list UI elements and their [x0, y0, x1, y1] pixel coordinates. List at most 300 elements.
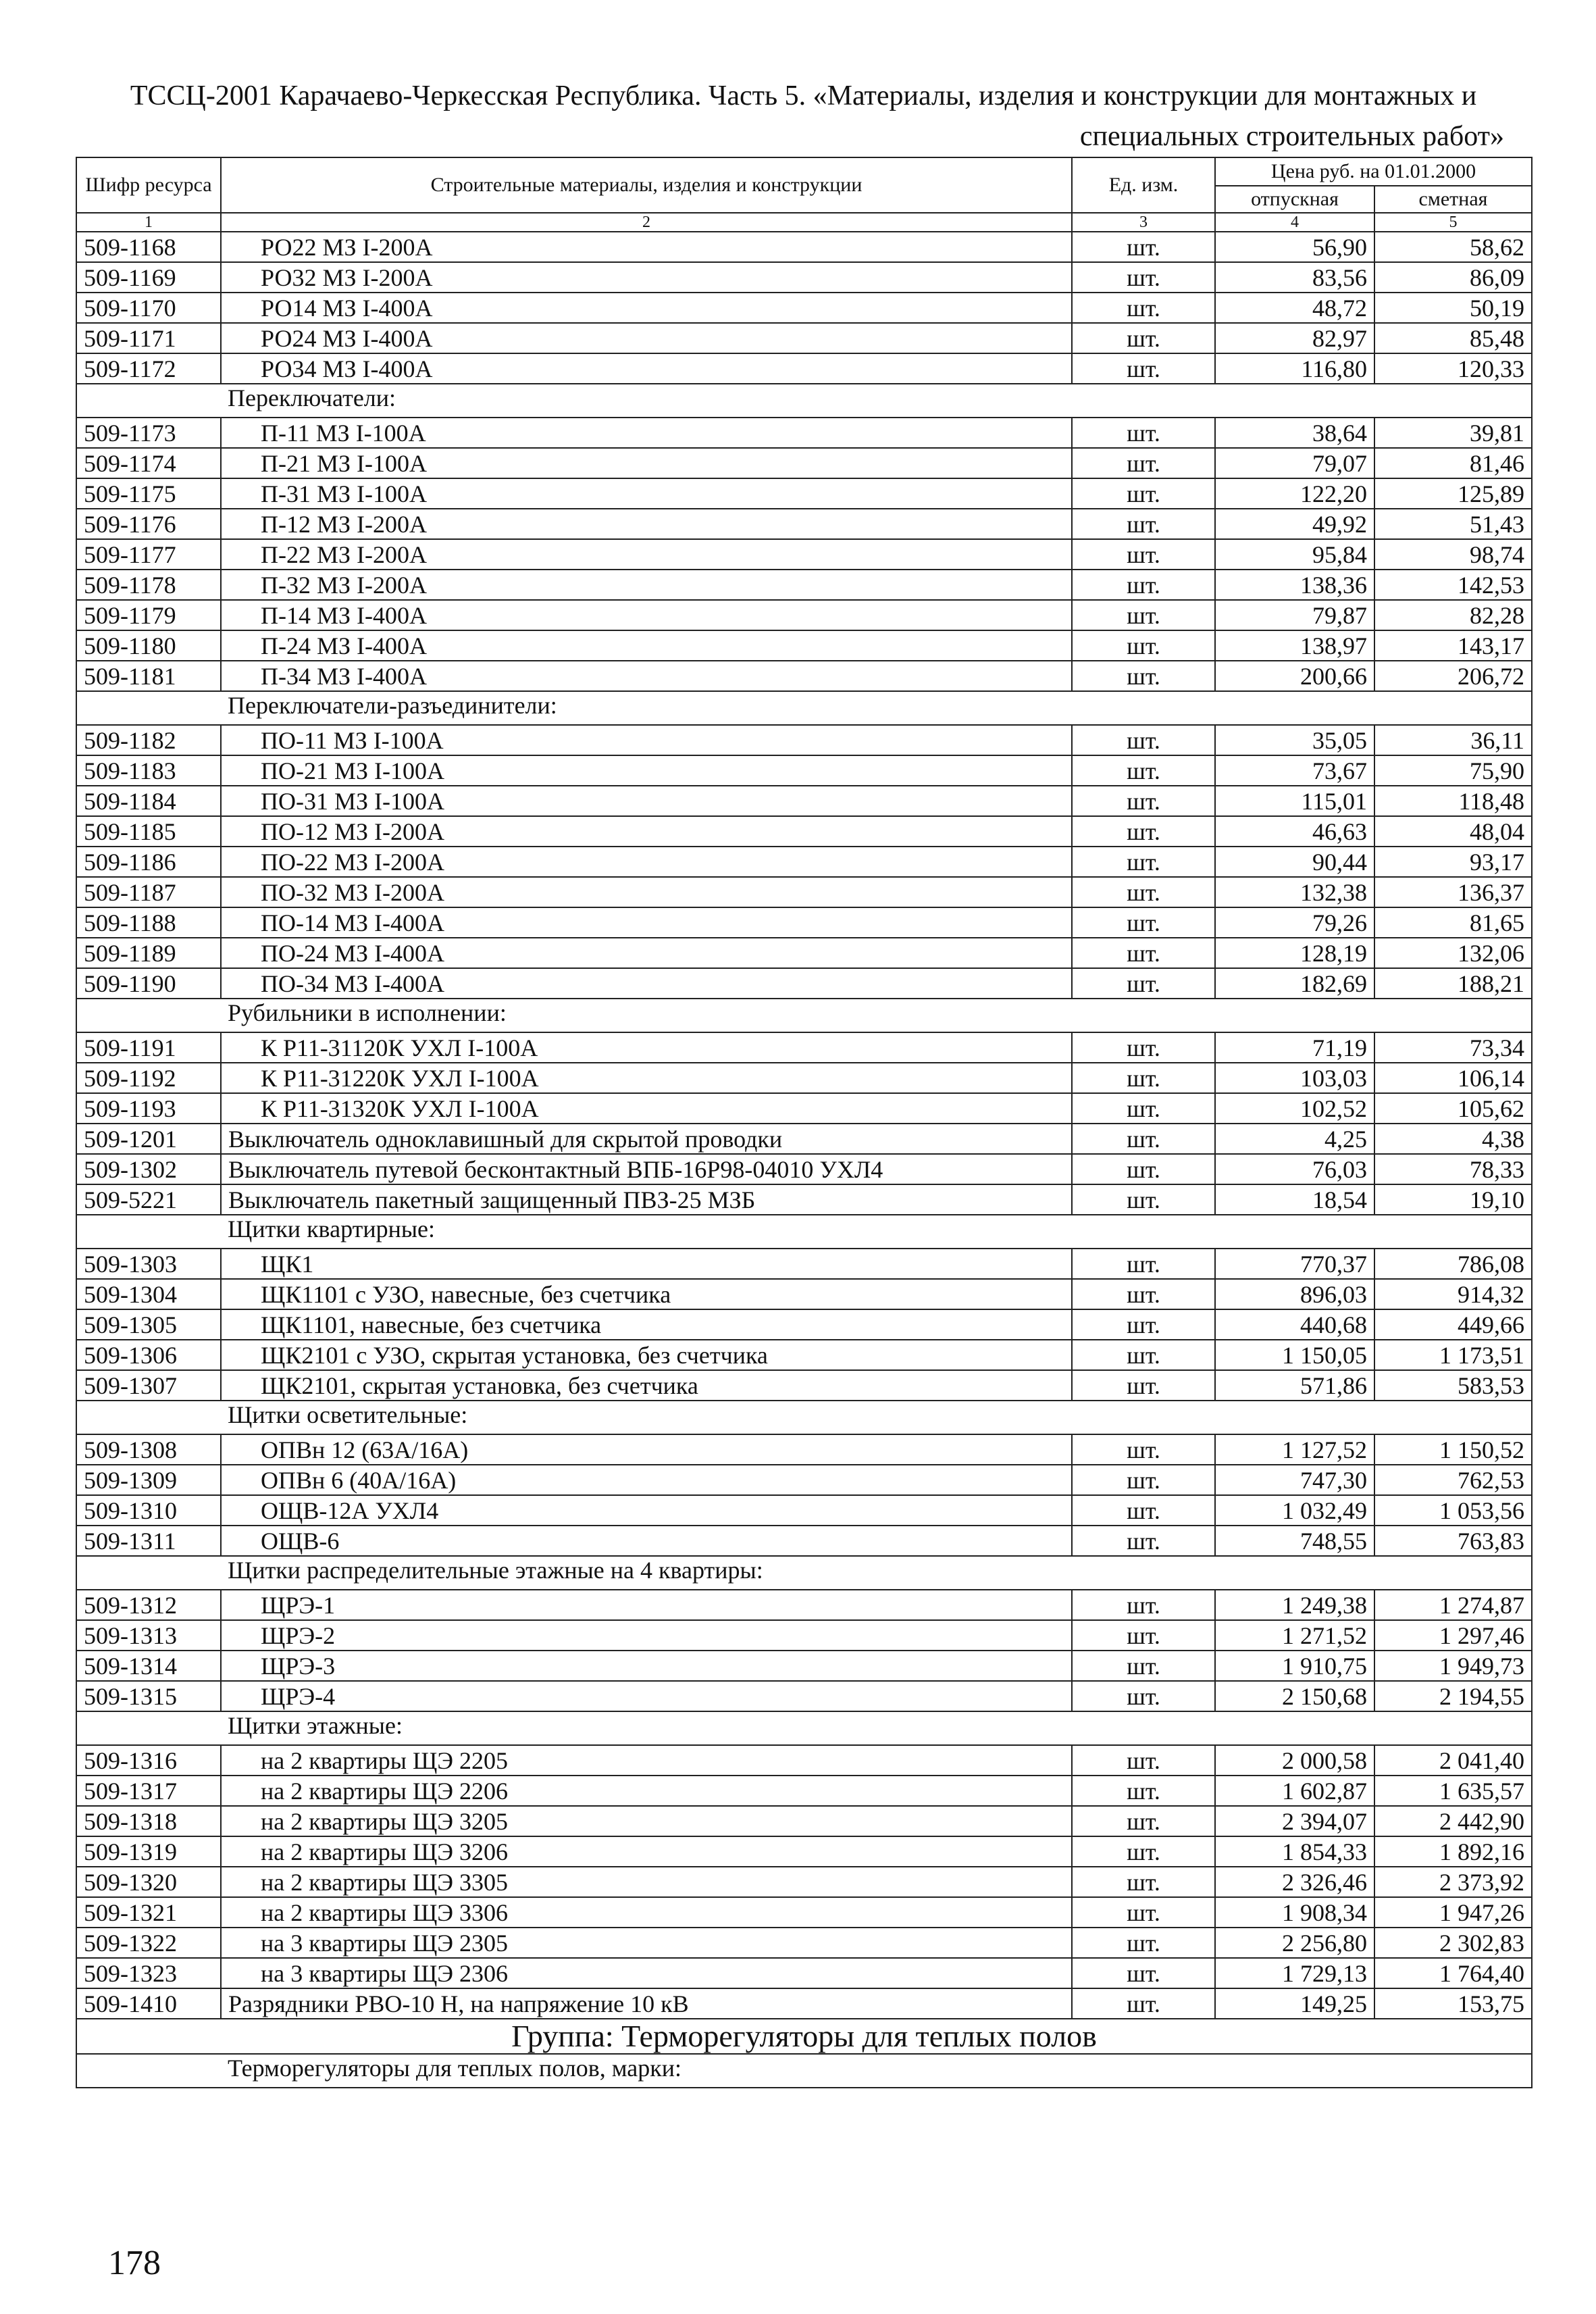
estimate-price-cell: 125,89 — [1374, 478, 1532, 509]
table-row — [76, 1897, 1532, 1928]
material-name-cell: ПО-12 МЗ I-200А — [221, 816, 1072, 847]
unit-cell: шт. — [1072, 1370, 1215, 1401]
resource-code-cell: 509-1188 — [76, 907, 221, 938]
unit-cell: шт. — [1072, 1988, 1215, 2019]
estimate-price-cell: 762,53 — [1374, 1465, 1532, 1495]
estimate-price-cell: 132,06 — [1374, 938, 1532, 968]
estimate-price-cell: 143,17 — [1374, 630, 1532, 661]
resource-code-cell: 509-1189 — [76, 938, 221, 968]
table-row — [76, 1093, 1532, 1124]
col-header-price-group: Цена руб. на 01.01.2000 — [1215, 157, 1532, 186]
material-name-cell: РО32 МЗ I-200А — [221, 262, 1072, 293]
material-name-cell: ПО-34 МЗ I-400А — [221, 968, 1072, 999]
col-number-5: 5 — [1374, 213, 1532, 232]
section-blank-cell — [76, 999, 221, 1032]
release-price-cell: 79,87 — [1215, 600, 1374, 630]
material-name-cell: ОПВн 12 (63А/16А) — [221, 1434, 1072, 1465]
estimate-price-cell: 106,14 — [1374, 1063, 1532, 1093]
section-row — [76, 2054, 1532, 2088]
section-blank-cell — [76, 1401, 221, 1434]
table-row — [76, 1063, 1532, 1093]
material-name-cell: П-12 МЗ I-200А — [221, 509, 1072, 539]
section-row — [76, 691, 1532, 725]
table-row — [76, 968, 1532, 999]
table-row — [76, 1958, 1532, 1988]
release-price-cell: 122,20 — [1215, 478, 1374, 509]
table-row — [76, 1526, 1532, 1556]
unit-cell: шт. — [1072, 1651, 1215, 1681]
material-name-cell: ПО-32 МЗ I-200А — [221, 877, 1072, 907]
material-name-cell: ЩК1101 с УЗО, навесные, без счетчика — [221, 1279, 1072, 1309]
col-header-price-out: отпускная — [1215, 186, 1374, 213]
material-name-cell: на 2 квартиры ЩЭ 3206 — [221, 1836, 1072, 1867]
release-price-cell: 1 910,75 — [1215, 1651, 1374, 1681]
table-row — [76, 353, 1532, 384]
resource-code-cell: 509-1180 — [76, 630, 221, 661]
resource-code-cell: 509-1178 — [76, 570, 221, 600]
material-name-cell: РО34 МЗ I-400А — [221, 353, 1072, 384]
section-row — [76, 1711, 1532, 1745]
material-name-cell: Разрядники РВО-10 Н, на напряжение 10 кВ — [221, 1988, 1072, 2019]
unit-cell: шт. — [1072, 938, 1215, 968]
resource-code-cell: 509-1190 — [76, 968, 221, 999]
table-row — [76, 600, 1532, 630]
section-label: Щитки этажные: — [221, 1711, 1532, 1745]
page-number: 178 — [108, 2244, 161, 2282]
unit-cell: шт. — [1072, 786, 1215, 816]
resource-code-cell: 509-1183 — [76, 755, 221, 786]
material-name-cell: П-34 МЗ I-400А — [221, 661, 1072, 691]
table-row — [76, 816, 1532, 847]
release-price-cell: 38,64 — [1215, 418, 1374, 448]
release-price-cell: 2 256,80 — [1215, 1928, 1374, 1958]
material-name-cell: К Р11-31120К УХЛ I-100А — [221, 1032, 1072, 1063]
resource-code-cell: 509-1319 — [76, 1836, 221, 1867]
unit-cell: шт. — [1072, 725, 1215, 755]
release-price-cell: 440,68 — [1215, 1309, 1374, 1340]
unit-cell: шт. — [1072, 1806, 1215, 1836]
unit-cell: шт. — [1072, 877, 1215, 907]
estimate-price-cell: 58,62 — [1374, 232, 1532, 262]
estimate-price-cell: 449,66 — [1374, 1309, 1532, 1340]
material-name-cell: ЩРЭ-2 — [221, 1620, 1072, 1651]
resource-code-cell: 509-1179 — [76, 600, 221, 630]
material-name-cell: ПО-14 МЗ I-400А — [221, 907, 1072, 938]
col-number-4: 4 — [1215, 213, 1374, 232]
release-price-cell: 182,69 — [1215, 968, 1374, 999]
table-row — [76, 1745, 1532, 1776]
section-label: Переключатели-разъединители: — [221, 691, 1532, 725]
estimate-price-cell: 1 635,57 — [1374, 1776, 1532, 1806]
section-blank-cell — [76, 1711, 221, 1745]
release-price-cell: 128,19 — [1215, 938, 1374, 968]
estimate-price-cell: 583,53 — [1374, 1370, 1532, 1401]
estimate-price-cell: 86,09 — [1374, 262, 1532, 293]
table-header — [76, 157, 1532, 232]
unit-cell: шт. — [1072, 847, 1215, 877]
unit-cell: шт. — [1072, 1958, 1215, 1988]
section-blank-cell — [76, 1215, 221, 1249]
unit-cell: шт. — [1072, 1776, 1215, 1806]
section-blank-cell — [76, 2054, 221, 2088]
price-table — [76, 157, 1533, 2088]
unit-cell: шт. — [1072, 1309, 1215, 1340]
table-row — [76, 1032, 1532, 1063]
table-row — [76, 448, 1532, 478]
unit-cell: шт. — [1072, 1867, 1215, 1897]
estimate-price-cell: 2 041,40 — [1374, 1745, 1532, 1776]
estimate-price-cell: 98,74 — [1374, 539, 1532, 570]
table-row — [76, 418, 1532, 448]
resource-code-cell: 509-1304 — [76, 1279, 221, 1309]
unit-cell: шт. — [1072, 418, 1215, 448]
release-price-cell: 571,86 — [1215, 1370, 1374, 1401]
unit-cell: шт. — [1072, 968, 1215, 999]
estimate-price-cell: 188,21 — [1374, 968, 1532, 999]
material-name-cell: ПО-31 МЗ I-100А — [221, 786, 1072, 816]
estimate-price-cell: 36,11 — [1374, 725, 1532, 755]
header-line-2: специальных строительных работ» — [1079, 121, 1504, 152]
page-header — [76, 76, 1531, 157]
table-row — [76, 1590, 1532, 1620]
release-price-cell: 138,97 — [1215, 630, 1374, 661]
release-price-cell: 18,54 — [1215, 1184, 1374, 1215]
resource-code-cell: 509-1176 — [76, 509, 221, 539]
unit-cell: шт. — [1072, 816, 1215, 847]
material-name-cell: на 3 квартиры ЩЭ 2306 — [221, 1958, 1072, 1988]
estimate-price-cell: 2 373,92 — [1374, 1867, 1532, 1897]
table-row — [76, 1806, 1532, 1836]
unit-cell: шт. — [1072, 1249, 1215, 1279]
table-row — [76, 1309, 1532, 1340]
estimate-price-cell: 78,33 — [1374, 1154, 1532, 1184]
release-price-cell: 1 271,52 — [1215, 1620, 1374, 1651]
unit-cell: шт. — [1072, 1745, 1215, 1776]
unit-cell: шт. — [1072, 262, 1215, 293]
material-name-cell: на 2 квартиры ЩЭ 3305 — [221, 1867, 1072, 1897]
resource-code-cell: 509-1318 — [76, 1806, 221, 1836]
release-price-cell: 132,38 — [1215, 877, 1374, 907]
material-name-cell: Выключатель путевой бесконтактный ВПБ-16Р98-04010 УХЛ4 — [221, 1154, 1072, 1184]
table-row — [76, 1184, 1532, 1215]
estimate-price-cell: 136,37 — [1374, 877, 1532, 907]
resource-code-cell: 509-1201 — [76, 1124, 221, 1154]
resource-code-cell: 509-1193 — [76, 1093, 221, 1124]
estimate-price-cell: 51,43 — [1374, 509, 1532, 539]
table-row — [76, 755, 1532, 786]
table-row — [76, 847, 1532, 877]
resource-code-cell: 509-1305 — [76, 1309, 221, 1340]
unit-cell: шт. — [1072, 1526, 1215, 1556]
material-name-cell: П-21 МЗ I-100А — [221, 448, 1072, 478]
table-row — [76, 1620, 1532, 1651]
table-row — [76, 262, 1532, 293]
material-name-cell: РО24 МЗ I-400А — [221, 323, 1072, 353]
release-price-cell: 2 000,58 — [1215, 1745, 1374, 1776]
release-price-cell: 115,01 — [1215, 786, 1374, 816]
resource-code-cell: 509-1171 — [76, 323, 221, 353]
material-name-cell: ЩК1101, навесные, без счетчика — [221, 1309, 1072, 1340]
material-name-cell: ЩРЭ-1 — [221, 1590, 1072, 1620]
resource-code-cell: 509-1306 — [76, 1340, 221, 1370]
table-row — [76, 1465, 1532, 1495]
resource-code-cell: 509-1317 — [76, 1776, 221, 1806]
unit-cell: шт. — [1072, 1340, 1215, 1370]
unit-cell: шт. — [1072, 539, 1215, 570]
release-price-cell: 4,25 — [1215, 1124, 1374, 1154]
estimate-price-cell: 142,53 — [1374, 570, 1532, 600]
unit-cell: шт. — [1072, 570, 1215, 600]
section-blank-cell — [76, 691, 221, 725]
unit-cell: шт. — [1072, 1897, 1215, 1928]
material-name-cell: на 3 квартиры ЩЭ 2305 — [221, 1928, 1072, 1958]
release-price-cell: 103,03 — [1215, 1063, 1374, 1093]
release-price-cell: 82,97 — [1215, 323, 1374, 353]
table-row — [76, 877, 1532, 907]
material-name-cell: П-24 МЗ I-400А — [221, 630, 1072, 661]
estimate-price-cell: 2 442,90 — [1374, 1806, 1532, 1836]
estimate-price-cell: 85,48 — [1374, 323, 1532, 353]
release-price-cell: 200,66 — [1215, 661, 1374, 691]
material-name-cell: ПО-21 МЗ I-100А — [221, 755, 1072, 786]
unit-cell: шт. — [1072, 1836, 1215, 1867]
estimate-price-cell: 118,48 — [1374, 786, 1532, 816]
unit-cell: шт. — [1072, 1124, 1215, 1154]
release-price-cell: 770,37 — [1215, 1249, 1374, 1279]
release-price-cell: 1 908,34 — [1215, 1897, 1374, 1928]
table-row — [76, 630, 1532, 661]
material-name-cell: ПО-24 МЗ I-400А — [221, 938, 1072, 968]
resource-code-cell: 509-1173 — [76, 418, 221, 448]
estimate-price-cell: 93,17 — [1374, 847, 1532, 877]
section-row — [76, 1215, 1532, 1249]
estimate-price-cell: 914,32 — [1374, 1279, 1532, 1309]
resource-code-cell: 509-1177 — [76, 539, 221, 570]
estimate-price-cell: 2 302,83 — [1374, 1928, 1532, 1958]
material-name-cell: П-11 МЗ I-100А — [221, 418, 1072, 448]
col-number-2: 2 — [221, 213, 1072, 232]
estimate-price-cell: 1 053,56 — [1374, 1495, 1532, 1526]
table-row — [76, 1651, 1532, 1681]
resource-code-cell: 509-1172 — [76, 353, 221, 384]
estimate-price-cell: 81,46 — [1374, 448, 1532, 478]
resource-code-cell: 509-1303 — [76, 1249, 221, 1279]
estimate-price-cell: 75,90 — [1374, 755, 1532, 786]
release-price-cell: 56,90 — [1215, 232, 1374, 262]
estimate-price-cell: 1 274,87 — [1374, 1590, 1532, 1620]
header-line-1: ТССЦ-2001 Карачаево-Черкесская Республика. Часть 5. «Материалы, изделия и конструкции для монтажных и — [130, 80, 1477, 111]
estimate-price-cell: 1 947,26 — [1374, 1897, 1532, 1928]
resource-code-cell: 509-1314 — [76, 1651, 221, 1681]
material-name-cell: Выключатель одноклавишный для скрытой проводки — [221, 1124, 1072, 1154]
estimate-price-cell: 786,08 — [1374, 1249, 1532, 1279]
unit-cell: шт. — [1072, 232, 1215, 262]
resource-code-cell: 509-1410 — [76, 1988, 221, 2019]
unit-cell: шт. — [1072, 1495, 1215, 1526]
resource-code-cell: 509-1181 — [76, 661, 221, 691]
release-price-cell: 896,03 — [1215, 1279, 1374, 1309]
resource-code-cell: 509-1315 — [76, 1681, 221, 1711]
resource-code-cell: 509-1192 — [76, 1063, 221, 1093]
resource-code-cell: 509-1307 — [76, 1370, 221, 1401]
section-label: Терморегуляторы для теплых полов, марки: — [221, 2054, 1532, 2088]
estimate-price-cell: 105,62 — [1374, 1093, 1532, 1124]
estimate-price-cell: 1 297,46 — [1374, 1620, 1532, 1651]
table-row — [76, 1776, 1532, 1806]
resource-code-cell: 509-1182 — [76, 725, 221, 755]
material-name-cell: П-31 МЗ I-100А — [221, 478, 1072, 509]
unit-cell: шт. — [1072, 1681, 1215, 1711]
estimate-price-cell: 1 949,73 — [1374, 1651, 1532, 1681]
table-body — [76, 232, 1532, 2088]
material-name-cell: ПО-11 МЗ I-100А — [221, 725, 1072, 755]
release-price-cell: 2 394,07 — [1215, 1806, 1374, 1836]
section-label: Щитки осветительные: — [221, 1401, 1532, 1434]
resource-code-cell: 509-1175 — [76, 478, 221, 509]
material-name-cell: ОЩВ-6 — [221, 1526, 1072, 1556]
unit-cell: шт. — [1072, 478, 1215, 509]
table-row — [76, 232, 1532, 262]
table-row — [76, 1988, 1532, 2019]
material-name-cell: ПО-22 МЗ I-200А — [221, 847, 1072, 877]
unit-cell: шт. — [1072, 1620, 1215, 1651]
table-row — [76, 1370, 1532, 1401]
release-price-cell: 1 602,87 — [1215, 1776, 1374, 1806]
section-row — [76, 384, 1532, 418]
estimate-price-cell: 73,34 — [1374, 1032, 1532, 1063]
table-row — [76, 539, 1532, 570]
unit-cell: шт. — [1072, 1590, 1215, 1620]
release-price-cell: 116,80 — [1215, 353, 1374, 384]
col-header-unit: Ед. изм. — [1072, 157, 1215, 213]
estimate-price-cell: 206,72 — [1374, 661, 1532, 691]
release-price-cell: 1 729,13 — [1215, 1958, 1374, 1988]
table-row — [76, 509, 1532, 539]
release-price-cell: 95,84 — [1215, 539, 1374, 570]
col-number-1: 1 — [76, 213, 221, 232]
col-header-code: Шифр ресурса — [76, 157, 221, 213]
table-row — [76, 478, 1532, 509]
material-name-cell: П-14 МЗ I-400А — [221, 600, 1072, 630]
unit-cell: шт. — [1072, 293, 1215, 323]
table-row — [76, 786, 1532, 816]
table-row — [76, 1867, 1532, 1897]
unit-cell: шт. — [1072, 1465, 1215, 1495]
resource-code-cell: 509-1322 — [76, 1928, 221, 1958]
resource-code-cell: 509-1309 — [76, 1465, 221, 1495]
resource-code-cell: 509-1191 — [76, 1032, 221, 1063]
release-price-cell: 747,30 — [1215, 1465, 1374, 1495]
resource-code-cell: 509-1323 — [76, 1958, 221, 1988]
resource-code-cell: 509-1311 — [76, 1526, 221, 1556]
section-row — [76, 1401, 1532, 1434]
release-price-cell: 748,55 — [1215, 1526, 1374, 1556]
table-row — [76, 661, 1532, 691]
resource-code-cell: 509-1312 — [76, 1590, 221, 1620]
release-price-cell: 1 249,38 — [1215, 1590, 1374, 1620]
material-name-cell: РО22 МЗ I-200А — [221, 232, 1072, 262]
table-row — [76, 1124, 1532, 1154]
resource-code-cell: 509-1321 — [76, 1897, 221, 1928]
table-row — [76, 1836, 1532, 1867]
unit-cell: шт. — [1072, 1063, 1215, 1093]
col-number-3: 3 — [1072, 213, 1215, 232]
material-name-cell: ЩРЭ-3 — [221, 1651, 1072, 1681]
estimate-price-cell: 82,28 — [1374, 600, 1532, 630]
table-row — [76, 938, 1532, 968]
estimate-price-cell: 120,33 — [1374, 353, 1532, 384]
table-row — [76, 1340, 1532, 1370]
release-price-cell: 83,56 — [1215, 262, 1374, 293]
estimate-price-cell: 763,83 — [1374, 1526, 1532, 1556]
unit-cell: шт. — [1072, 1928, 1215, 1958]
material-name-cell: на 2 квартиры ЩЭ 2206 — [221, 1776, 1072, 1806]
material-name-cell: на 2 квартиры ЩЭ 3205 — [221, 1806, 1072, 1836]
section-row — [76, 1556, 1532, 1590]
release-price-cell: 73,67 — [1215, 755, 1374, 786]
material-name-cell: ЩК1 — [221, 1249, 1072, 1279]
section-blank-cell — [76, 384, 221, 418]
material-name-cell: ЩК2101, скрытая установка, без счетчика — [221, 1370, 1072, 1401]
section-label: Рубильники в исполнении: — [221, 999, 1532, 1032]
table-row — [76, 1249, 1532, 1279]
resource-code-cell: 509-1320 — [76, 1867, 221, 1897]
release-price-cell: 1 127,52 — [1215, 1434, 1374, 1465]
unit-cell: шт. — [1072, 755, 1215, 786]
section-label: Щитки квартирные: — [221, 1215, 1532, 1249]
estimate-price-cell: 1 150,52 — [1374, 1434, 1532, 1465]
release-price-cell: 35,05 — [1215, 725, 1374, 755]
resource-code-cell: 509-1313 — [76, 1620, 221, 1651]
table-row — [76, 293, 1532, 323]
table-row — [76, 725, 1532, 755]
estimate-price-cell: 81,65 — [1374, 907, 1532, 938]
section-row — [76, 999, 1532, 1032]
col-header-name: Строительные материалы, изделия и конструкции — [221, 157, 1072, 213]
table-row — [76, 323, 1532, 353]
resource-code-cell: 509-1174 — [76, 448, 221, 478]
estimate-price-cell: 2 194,55 — [1374, 1681, 1532, 1711]
release-price-cell: 49,92 — [1215, 509, 1374, 539]
estimate-price-cell: 1 764,40 — [1374, 1958, 1532, 1988]
material-name-cell: ОПВн 6 (40А/16А) — [221, 1465, 1072, 1495]
estimate-price-cell: 4,38 — [1374, 1124, 1532, 1154]
material-name-cell: Выключатель пакетный защищенный ПВЗ-25 МЗБ — [221, 1184, 1072, 1215]
col-header-price-est: сметная — [1374, 186, 1532, 213]
material-name-cell: К Р11-31320К УХЛ I-100А — [221, 1093, 1072, 1124]
material-name-cell: на 2 квартиры ЩЭ 2205 — [221, 1745, 1072, 1776]
unit-cell: шт. — [1072, 1184, 1215, 1215]
release-price-cell: 138,36 — [1215, 570, 1374, 600]
unit-cell: шт. — [1072, 448, 1215, 478]
unit-cell: шт. — [1072, 1032, 1215, 1063]
material-name-cell: К Р11-31220К УХЛ I-100А — [221, 1063, 1072, 1093]
release-price-cell: 2 150,68 — [1215, 1681, 1374, 1711]
release-price-cell: 1 150,05 — [1215, 1340, 1374, 1370]
unit-cell: шт. — [1072, 1279, 1215, 1309]
table-row — [76, 1928, 1532, 1958]
resource-code-cell: 509-1186 — [76, 847, 221, 877]
release-price-cell: 90,44 — [1215, 847, 1374, 877]
table-row — [76, 1154, 1532, 1184]
resource-code-cell: 509-1302 — [76, 1154, 221, 1184]
resource-code-cell: 509-5221 — [76, 1184, 221, 1215]
estimate-price-cell: 153,75 — [1374, 1988, 1532, 2019]
resource-code-cell: 509-1308 — [76, 1434, 221, 1465]
resource-code-cell: 509-1168 — [76, 232, 221, 262]
material-name-cell: ОЩВ-12А УХЛ4 — [221, 1495, 1072, 1526]
resource-code-cell: 509-1316 — [76, 1745, 221, 1776]
